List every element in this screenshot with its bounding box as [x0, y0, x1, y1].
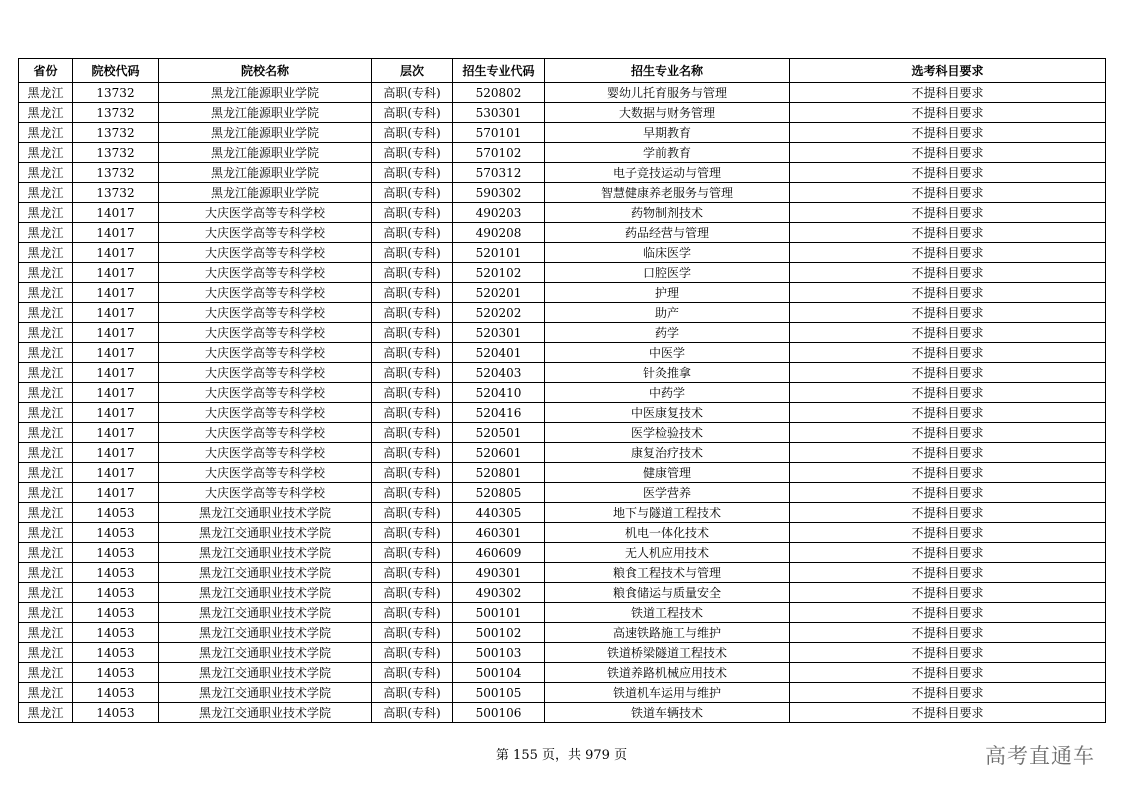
cell-major-code: 570101: [453, 123, 545, 143]
table-row: [19, 303, 1106, 323]
cell-school-name: 大庆医学高等专科学校: [159, 263, 372, 283]
table-row: [19, 503, 1106, 523]
cell-school-code: 13732: [73, 163, 159, 183]
cell-level: 高职(专科): [372, 583, 453, 603]
cell-level: 高职(专科): [372, 543, 453, 563]
cell-school-name: 黑龙江交通职业技术学院: [159, 583, 372, 603]
cell-major-code: 520403: [453, 363, 545, 383]
cell-level: 高职(专科): [372, 363, 453, 383]
cell-school-name: 大庆医学高等专科学校: [159, 343, 372, 363]
cell-major-code: 520102: [453, 263, 545, 283]
cell-level: 高职(专科): [372, 643, 453, 663]
cell-subject-requirement: 不提科目要求: [790, 563, 1106, 583]
cell-level: 高职(专科): [372, 223, 453, 243]
cell-level: 高职(专科): [372, 603, 453, 623]
cell-school-name: 大庆医学高等专科学校: [159, 283, 372, 303]
cell-province: 黑龙江: [19, 343, 73, 363]
cell-level: 高职(专科): [372, 83, 453, 103]
cell-level: 高职(专科): [372, 103, 453, 123]
cell-subject-requirement: 不提科目要求: [790, 323, 1106, 343]
table-row: [19, 383, 1106, 403]
cell-subject-requirement: 不提科目要求: [790, 83, 1106, 103]
cell-subject-requirement: 不提科目要求: [790, 383, 1106, 403]
cell-school-code: 14053: [73, 503, 159, 523]
cell-major-code: 500106: [453, 703, 545, 723]
table-body: [19, 83, 1106, 723]
cell-school-name: 大庆医学高等专科学校: [159, 443, 372, 463]
cell-school-name: 黑龙江能源职业学院: [159, 83, 372, 103]
cell-province: 黑龙江: [19, 423, 73, 443]
cell-major-name: 药物制剂技术: [545, 203, 790, 223]
cell-school-name: 黑龙江交通职业技术学院: [159, 543, 372, 563]
cell-subject-requirement: 不提科目要求: [790, 223, 1106, 243]
cell-school-code: 13732: [73, 103, 159, 123]
cell-province: 黑龙江: [19, 483, 73, 503]
cell-major-name: 医学营养: [545, 483, 790, 503]
cell-level: 高职(专科): [372, 443, 453, 463]
cell-school-name: 黑龙江交通职业技术学院: [159, 703, 372, 723]
table-row: [19, 583, 1106, 603]
cell-school-code: 14017: [73, 483, 159, 503]
cell-province: 黑龙江: [19, 403, 73, 423]
cell-school-code: 14017: [73, 323, 159, 343]
table-row: [19, 543, 1106, 563]
cell-school-code: 14017: [73, 363, 159, 383]
cell-major-code: 530301: [453, 103, 545, 123]
table-row: [19, 243, 1106, 263]
cell-major-name: 医学检验技术: [545, 423, 790, 443]
cell-school-name: 黑龙江交通职业技术学院: [159, 503, 372, 523]
cell-major-code: 460301: [453, 523, 545, 543]
cell-province: 黑龙江: [19, 283, 73, 303]
cell-major-name: 护理: [545, 283, 790, 303]
cell-major-name: 中药学: [545, 383, 790, 403]
cell-major-name: 铁道工程技术: [545, 603, 790, 623]
table-row: [19, 223, 1106, 243]
cell-subject-requirement: 不提科目要求: [790, 683, 1106, 703]
cell-school-name: 黑龙江交通职业技术学院: [159, 603, 372, 623]
cell-level: 高职(专科): [372, 523, 453, 543]
cell-school-name: 黑龙江能源职业学院: [159, 103, 372, 123]
cell-school-code: 14017: [73, 203, 159, 223]
cell-major-code: 520416: [453, 403, 545, 423]
cell-school-name: 黑龙江交通职业技术学院: [159, 563, 372, 583]
cell-subject-requirement: 不提科目要求: [790, 463, 1106, 483]
table-row: [19, 463, 1106, 483]
cell-subject-requirement: 不提科目要求: [790, 163, 1106, 183]
cell-school-name: 黑龙江能源职业学院: [159, 163, 372, 183]
cell-major-code: 490301: [453, 563, 545, 583]
cell-province: 黑龙江: [19, 563, 73, 583]
cell-level: 高职(专科): [372, 163, 453, 183]
cell-province: 黑龙江: [19, 123, 73, 143]
cell-province: 黑龙江: [19, 503, 73, 523]
table-row: [19, 163, 1106, 183]
table-row: [19, 123, 1106, 143]
cell-major-code: 590302: [453, 183, 545, 203]
cell-subject-requirement: 不提科目要求: [790, 283, 1106, 303]
cell-school-name: 黑龙江能源职业学院: [159, 123, 372, 143]
cell-school-name: 大庆医学高等专科学校: [159, 363, 372, 383]
cell-major-name: 铁道车辆技术: [545, 703, 790, 723]
cell-level: 高职(专科): [372, 503, 453, 523]
cell-province: 黑龙江: [19, 463, 73, 483]
cell-province: 黑龙江: [19, 663, 73, 683]
cell-province: 黑龙江: [19, 623, 73, 643]
cell-province: 黑龙江: [19, 543, 73, 563]
table-row: [19, 343, 1106, 363]
cell-subject-requirement: 不提科目要求: [790, 583, 1106, 603]
cell-school-name: 黑龙江交通职业技术学院: [159, 523, 372, 543]
cell-school-code: 14053: [73, 543, 159, 563]
cell-subject-requirement: 不提科目要求: [790, 403, 1106, 423]
header-school-code: 院校代码: [73, 59, 159, 83]
cell-province: 黑龙江: [19, 583, 73, 603]
cell-major-code: 570312: [453, 163, 545, 183]
cell-school-code: 14017: [73, 383, 159, 403]
table-row: [19, 263, 1106, 283]
cell-province: 黑龙江: [19, 523, 73, 543]
cell-level: 高职(专科): [372, 303, 453, 323]
cell-school-code: 14017: [73, 283, 159, 303]
cell-major-name: 口腔医学: [545, 263, 790, 283]
table-row: [19, 83, 1106, 103]
cell-subject-requirement: 不提科目要求: [790, 243, 1106, 263]
cell-school-name: 黑龙江交通职业技术学院: [159, 643, 372, 663]
cell-school-code: 13732: [73, 143, 159, 163]
cell-subject-requirement: 不提科目要求: [790, 603, 1106, 623]
cell-school-name: 大庆医学高等专科学校: [159, 463, 372, 483]
header-subject-requirement: 选考科目要求: [790, 59, 1106, 83]
cell-level: 高职(专科): [372, 203, 453, 223]
cell-school-code: 14017: [73, 403, 159, 423]
cell-level: 高职(专科): [372, 403, 453, 423]
cell-school-code: 14053: [73, 563, 159, 583]
cell-major-code: 520801: [453, 463, 545, 483]
cell-school-code: 14017: [73, 303, 159, 323]
cell-major-name: 机电一体化技术: [545, 523, 790, 543]
cell-school-code: 14053: [73, 663, 159, 683]
cell-school-name: 大庆医学高等专科学校: [159, 243, 372, 263]
cell-subject-requirement: 不提科目要求: [790, 483, 1106, 503]
cell-major-name: 针灸推拿: [545, 363, 790, 383]
table-row: [19, 363, 1106, 383]
cell-school-name: 大庆医学高等专科学校: [159, 223, 372, 243]
cell-province: 黑龙江: [19, 263, 73, 283]
table-row: [19, 623, 1106, 643]
cell-province: 黑龙江: [19, 203, 73, 223]
cell-school-code: 14017: [73, 263, 159, 283]
cell-level: 高职(专科): [372, 143, 453, 163]
cell-province: 黑龙江: [19, 323, 73, 343]
cell-school-name: 大庆医学高等专科学校: [159, 303, 372, 323]
table-header-row: [19, 59, 1106, 83]
table-row: [19, 683, 1106, 703]
cell-province: 黑龙江: [19, 143, 73, 163]
table-row: [19, 403, 1106, 423]
cell-province: 黑龙江: [19, 383, 73, 403]
table-row: [19, 183, 1106, 203]
cell-major-code: 520501: [453, 423, 545, 443]
cell-school-code: 14053: [73, 703, 159, 723]
table-row: [19, 323, 1106, 343]
cell-major-name: 早期教育: [545, 123, 790, 143]
cell-major-name: 健康管理: [545, 463, 790, 483]
cell-school-name: 大庆医学高等专科学校: [159, 483, 372, 503]
cell-school-name: 大庆医学高等专科学校: [159, 323, 372, 343]
cell-major-name: 高速铁路施工与维护: [545, 623, 790, 643]
table-row: [19, 203, 1106, 223]
header-school-name: 院校名称: [159, 59, 372, 83]
cell-major-name: 铁道桥梁隧道工程技术: [545, 643, 790, 663]
cell-subject-requirement: 不提科目要求: [790, 623, 1106, 643]
cell-province: 黑龙江: [19, 683, 73, 703]
cell-major-name: 地下与隧道工程技术: [545, 503, 790, 523]
header-level: 层次: [372, 59, 453, 83]
cell-subject-requirement: 不提科目要求: [790, 423, 1106, 443]
cell-level: 高职(专科): [372, 703, 453, 723]
cell-major-name: 粮食工程技术与管理: [545, 563, 790, 583]
cell-major-code: 520401: [453, 343, 545, 363]
cell-major-name: 粮食储运与质量安全: [545, 583, 790, 603]
cell-level: 高职(专科): [372, 323, 453, 343]
cell-level: 高职(专科): [372, 243, 453, 263]
cell-level: 高职(专科): [372, 423, 453, 443]
cell-school-code: 14017: [73, 463, 159, 483]
cell-level: 高职(专科): [372, 343, 453, 363]
cell-school-name: 大庆医学高等专科学校: [159, 403, 372, 423]
cell-school-code: 14053: [73, 583, 159, 603]
cell-province: 黑龙江: [19, 443, 73, 463]
cell-school-code: 14017: [73, 423, 159, 443]
cell-subject-requirement: 不提科目要求: [790, 343, 1106, 363]
page-number: 第 155 页，共 979 页: [495, 748, 628, 763]
cell-school-code: 13732: [73, 83, 159, 103]
cell-subject-requirement: 不提科目要求: [790, 183, 1106, 203]
cell-subject-requirement: 不提科目要求: [790, 643, 1106, 663]
cell-province: 黑龙江: [19, 163, 73, 183]
table-row: [19, 103, 1106, 123]
cell-major-code: 520201: [453, 283, 545, 303]
cell-school-code: 14017: [73, 243, 159, 263]
header-major-name: 招生专业名称: [545, 59, 790, 83]
cell-major-name: 药品经营与管理: [545, 223, 790, 243]
table-row: [19, 643, 1106, 663]
cell-subject-requirement: 不提科目要求: [790, 363, 1106, 383]
cell-major-code: 520410: [453, 383, 545, 403]
cell-province: 黑龙江: [19, 223, 73, 243]
cell-subject-requirement: 不提科目要求: [790, 443, 1106, 463]
cell-level: 高职(专科): [372, 563, 453, 583]
cell-major-name: 中医学: [545, 343, 790, 363]
cell-major-code: 520802: [453, 83, 545, 103]
cell-level: 高职(专科): [372, 663, 453, 683]
cell-subject-requirement: 不提科目要求: [790, 523, 1106, 543]
cell-major-name: 学前教育: [545, 143, 790, 163]
cell-major-name: 大数据与财务管理: [545, 103, 790, 123]
cell-province: 黑龙江: [19, 363, 73, 383]
cell-school-name: 黑龙江能源职业学院: [159, 183, 372, 203]
cell-province: 黑龙江: [19, 303, 73, 323]
cell-school-code: 14053: [73, 643, 159, 663]
cell-level: 高职(专科): [372, 123, 453, 143]
cell-level: 高职(专科): [372, 463, 453, 483]
cell-major-name: 临床医学: [545, 243, 790, 263]
cell-school-code: 14017: [73, 343, 159, 363]
cell-school-name: 黑龙江交通职业技术学院: [159, 623, 372, 643]
cell-major-code: 440305: [453, 503, 545, 523]
cell-major-code: 520301: [453, 323, 545, 343]
table-row: [19, 143, 1106, 163]
cell-province: 黑龙江: [19, 703, 73, 723]
cell-subject-requirement: 不提科目要求: [790, 263, 1106, 283]
table-row: [19, 703, 1106, 723]
cell-major-name: 中医康复技术: [545, 403, 790, 423]
cell-school-name: 黑龙江能源职业学院: [159, 143, 372, 163]
cell-major-code: 500101: [453, 603, 545, 623]
cell-subject-requirement: 不提科目要求: [790, 543, 1106, 563]
cell-major-name: 智慧健康养老服务与管理: [545, 183, 790, 203]
cell-province: 黑龙江: [19, 243, 73, 263]
cell-subject-requirement: 不提科目要求: [790, 123, 1106, 143]
table-row: [19, 423, 1106, 443]
cell-major-code: 500103: [453, 643, 545, 663]
cell-level: 高职(专科): [372, 483, 453, 503]
cell-province: 黑龙江: [19, 83, 73, 103]
cell-province: 黑龙江: [19, 643, 73, 663]
cell-school-code: 14017: [73, 223, 159, 243]
cell-major-name: 康复治疗技术: [545, 443, 790, 463]
cell-major-code: 460609: [453, 543, 545, 563]
cell-subject-requirement: 不提科目要求: [790, 663, 1106, 683]
cell-level: 高职(专科): [372, 183, 453, 203]
cell-major-name: 助产: [545, 303, 790, 323]
cell-school-name: 黑龙江交通职业技术学院: [159, 683, 372, 703]
cell-major-name: 无人机应用技术: [545, 543, 790, 563]
cell-subject-requirement: 不提科目要求: [790, 703, 1106, 723]
cell-major-code: 520601: [453, 443, 545, 463]
cell-school-code: 14053: [73, 623, 159, 643]
cell-major-name: 电子竞技运动与管理: [545, 163, 790, 183]
cell-major-name: 铁道养路机械应用技术: [545, 663, 790, 683]
header-major-code: 招生专业代码: [453, 59, 545, 83]
table-row: [19, 483, 1106, 503]
cell-level: 高职(专科): [372, 683, 453, 703]
cell-major-code: 490302: [453, 583, 545, 603]
cell-school-name: 黑龙江交通职业技术学院: [159, 663, 372, 683]
table-row: [19, 663, 1106, 683]
cell-major-code: 490208: [453, 223, 545, 243]
cell-subject-requirement: 不提科目要求: [790, 143, 1106, 163]
cell-major-code: 500105: [453, 683, 545, 703]
cell-subject-requirement: 不提科目要求: [790, 203, 1106, 223]
cell-level: 高职(专科): [372, 623, 453, 643]
cell-school-code: 13732: [73, 123, 159, 143]
cell-province: 黑龙江: [19, 183, 73, 203]
table-row: [19, 443, 1106, 463]
header-province: 省份: [19, 59, 73, 83]
table-row: [19, 523, 1106, 543]
cell-level: 高职(专科): [372, 383, 453, 403]
cell-subject-requirement: 不提科目要求: [790, 103, 1106, 123]
table-row: [19, 603, 1106, 623]
cell-school-name: 大庆医学高等专科学校: [159, 203, 372, 223]
enrollment-table-container: [18, 58, 1105, 723]
cell-subject-requirement: 不提科目要求: [790, 303, 1106, 323]
cell-province: 黑龙江: [19, 603, 73, 623]
cell-school-code: 14053: [73, 523, 159, 543]
cell-school-code: 14053: [73, 683, 159, 703]
cell-major-name: 药学: [545, 323, 790, 343]
table-row: [19, 283, 1106, 303]
cell-school-name: 大庆医学高等专科学校: [159, 383, 372, 403]
cell-major-code: 520805: [453, 483, 545, 503]
cell-level: 高职(专科): [372, 283, 453, 303]
cell-school-code: 13732: [73, 183, 159, 203]
cell-major-code: 500104: [453, 663, 545, 683]
cell-major-code: 490203: [453, 203, 545, 223]
cell-province: 黑龙江: [19, 103, 73, 123]
cell-major-code: 520101: [453, 243, 545, 263]
table-row: [19, 563, 1106, 583]
cell-level: 高职(专科): [372, 263, 453, 283]
cell-major-name: 婴幼儿托育服务与管理: [545, 83, 790, 103]
cell-major-code: 500102: [453, 623, 545, 643]
cell-major-code: 570102: [453, 143, 545, 163]
cell-school-name: 大庆医学高等专科学校: [159, 423, 372, 443]
cell-subject-requirement: 不提科目要求: [790, 503, 1106, 523]
cell-school-code: 14053: [73, 603, 159, 623]
watermark-text: 高考直通车: [985, 744, 1095, 768]
cell-major-name: 铁道机车运用与维护: [545, 683, 790, 703]
cell-school-code: 14017: [73, 443, 159, 463]
enrollment-table: [18, 58, 1106, 723]
cell-major-code: 520202: [453, 303, 545, 323]
